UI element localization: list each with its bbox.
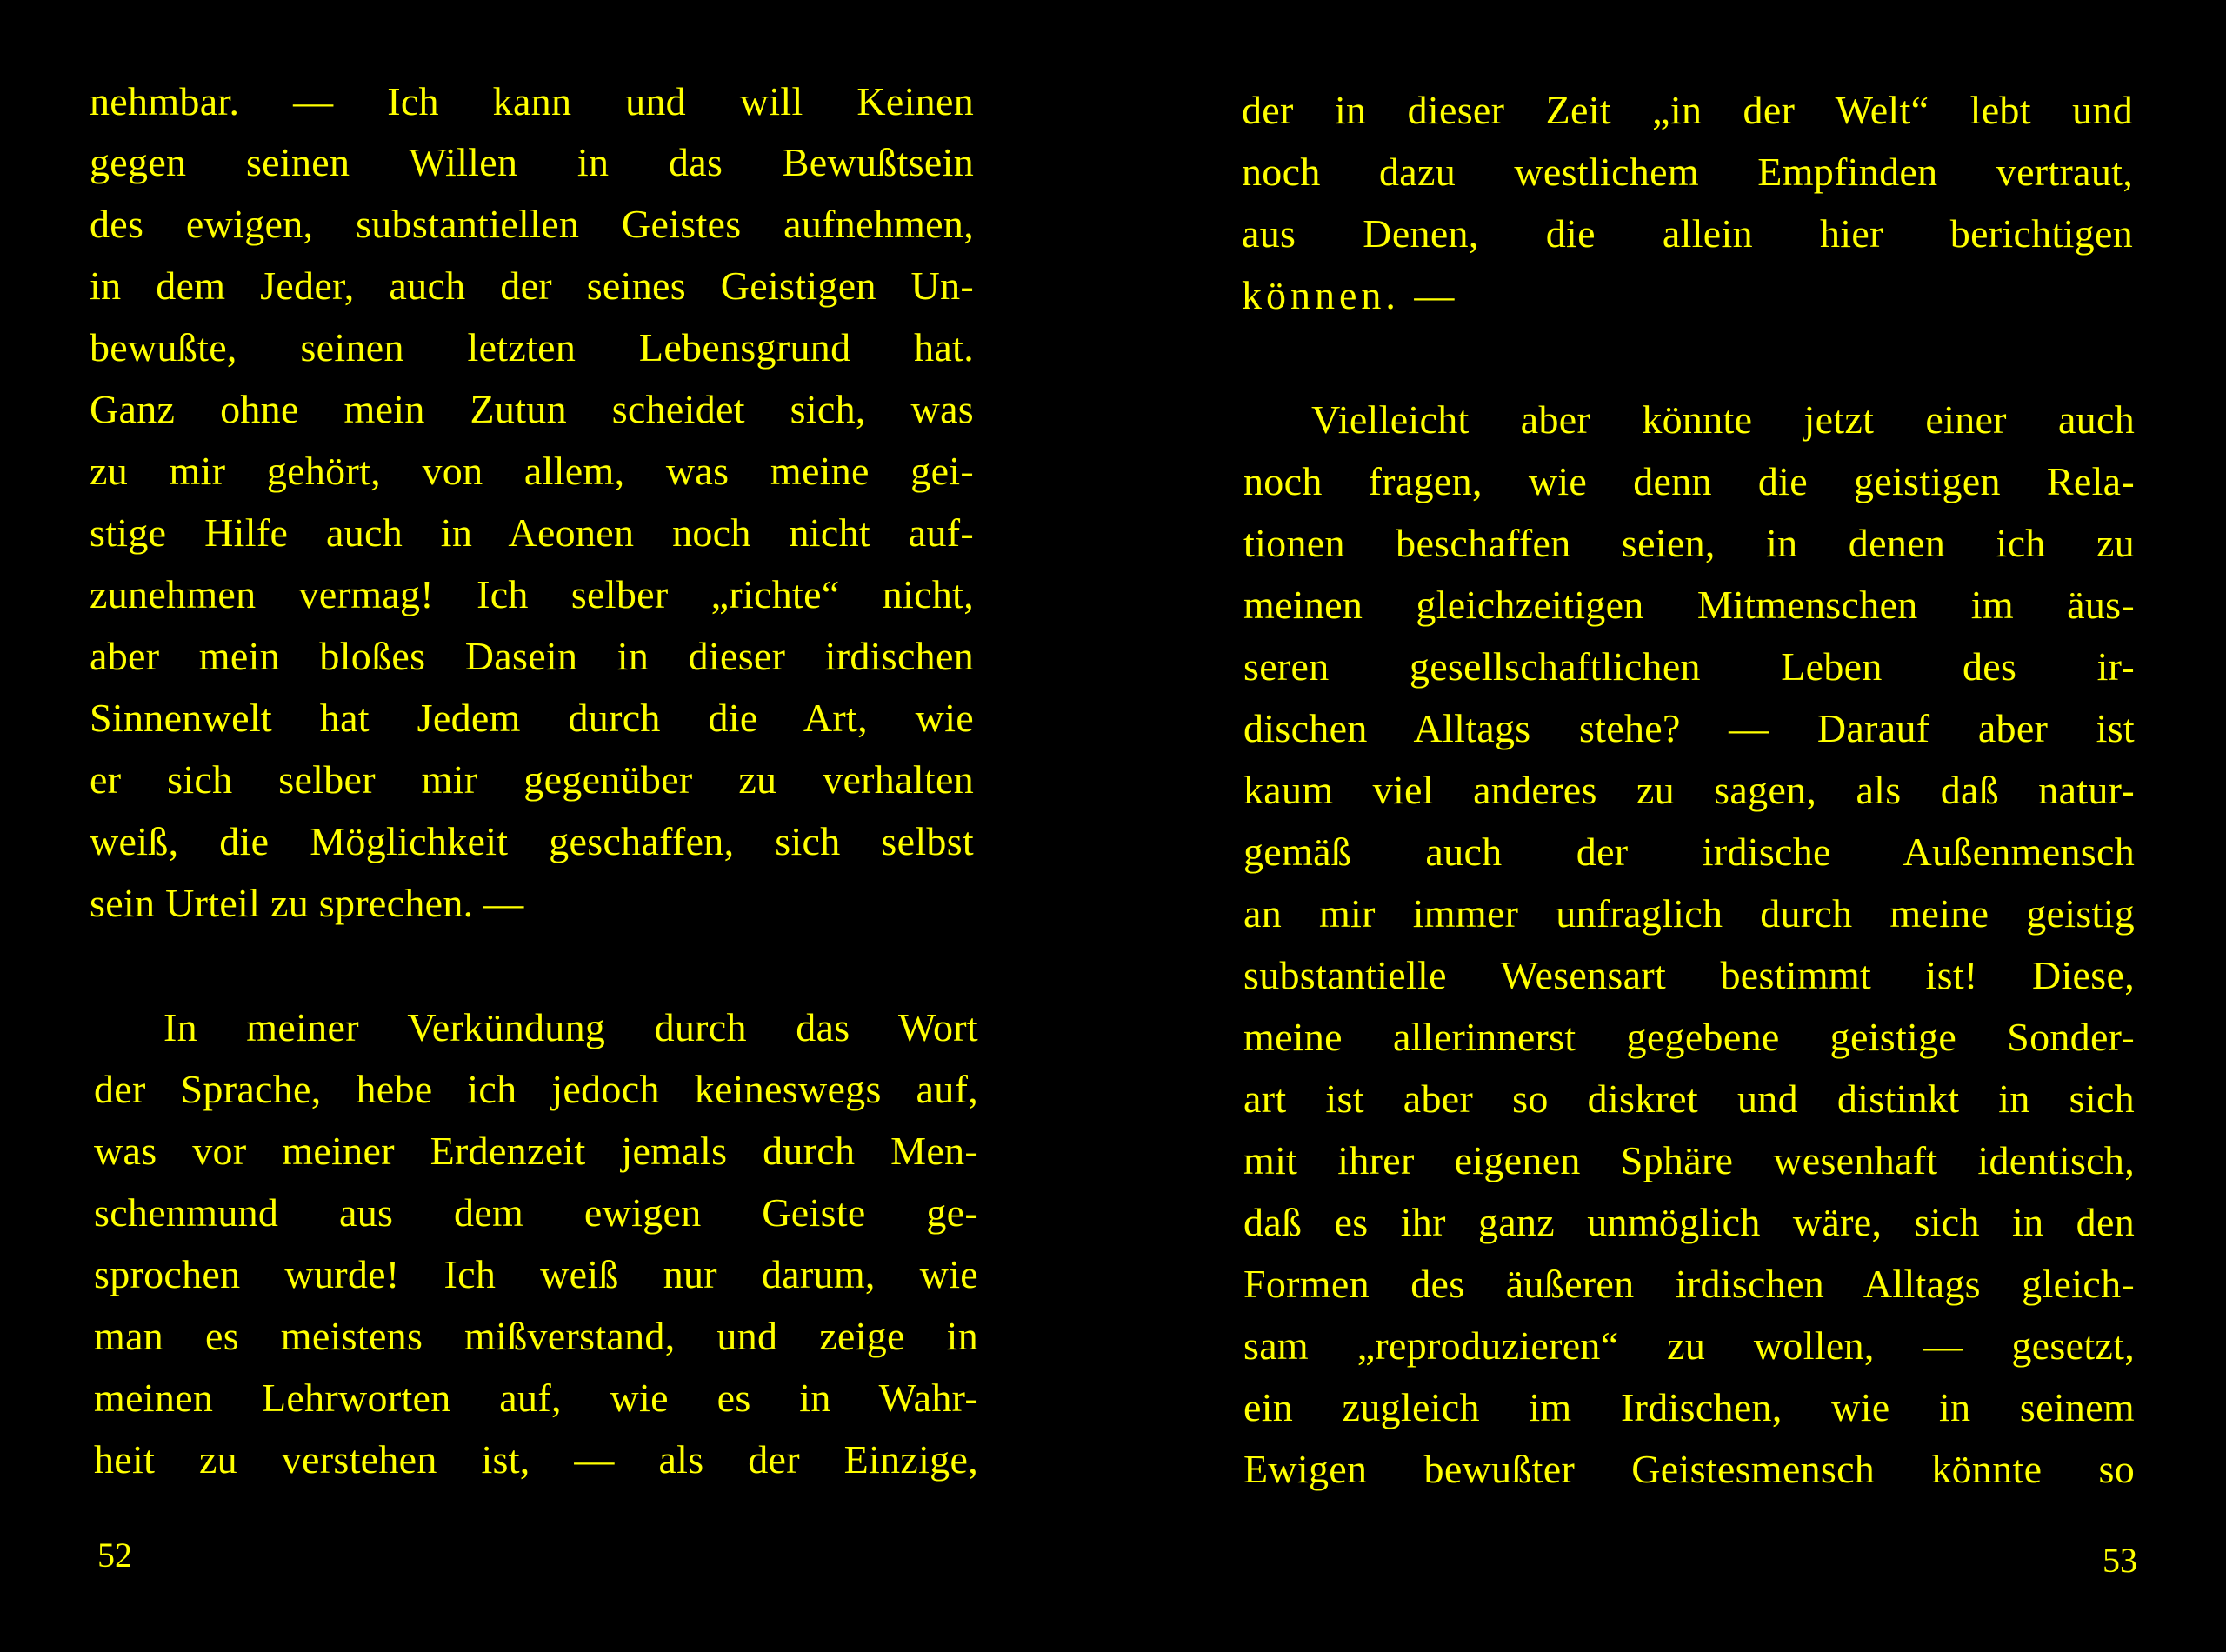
text-line: Ganz ohne mein Zutun scheidet sich, was	[90, 387, 974, 431]
text-line: weiß, die Möglichkeit geschaffen, sich selbst	[90, 819, 974, 863]
text-line: was vor meiner Erdenzeit jemals durch Men-	[94, 1129, 978, 1173]
text-line: meine allerinnerst gegebene geistige Sonder-	[1243, 1015, 2135, 1059]
text-line: substantielle Wesensart bestimmt ist! Diese,	[1243, 953, 2135, 997]
text-line: nehmbar. — Ich kann und will Keinen	[90, 79, 974, 123]
text-line: noch dazu westlichem Empfinden vertraut,	[1242, 150, 2133, 194]
text-line: zu mir gehört, von allem, was meine gei-	[90, 449, 974, 493]
text-line: aber mein bloßes Dasein in dieser irdischen	[90, 634, 974, 678]
text-line: stige Hilfe auch in Aeonen noch nicht auf-	[90, 510, 974, 555]
text-line: noch fragen, wie denn die geistigen Rela-	[1243, 459, 2135, 503]
text-line: heit zu verstehen ist, — als der Einzige,	[94, 1437, 978, 1482]
text-line: Formen des äußeren irdischen Alltags gleich-	[1243, 1262, 2135, 1306]
text-line: an mir immer unfraglich durch meine geistig	[1243, 891, 2135, 936]
text-line: Vielleicht aber könnte jetzt einer auch	[1311, 397, 2135, 442]
text-line: ein zugleich im Irdischen, wie in seinem	[1243, 1385, 2135, 1429]
text-line: in dem Jeder, auch der seines Geistigen Un-	[90, 263, 974, 308]
text-line: seren gesellschaftlichen Leben des ir-	[1243, 644, 2135, 689]
text-line: er sich selber mir gegenüber zu verhalten	[90, 757, 974, 802]
text-line: schenmund aus dem ewigen Geiste ge-	[94, 1190, 978, 1235]
text-line: sein Urteil zu sprechen. —	[90, 881, 524, 925]
page-number: 53	[2103, 1541, 2137, 1580]
text-line: kaum viel anderes zu sagen, als daß natur-	[1243, 768, 2135, 812]
text-line: aus Denen, die allein hier berichtigen	[1242, 211, 2133, 256]
text-line: mit ihrer eigenen Sphäre wesenhaft identisch,	[1243, 1138, 2135, 1182]
text-line: daß es ihr ganz unmöglich wäre, sich in den	[1243, 1200, 2135, 1244]
text-line: des ewigen, substantiellen Geistes aufnehmen,	[90, 202, 974, 246]
text-line: dischen Alltags stehe? — Darauf aber ist	[1243, 706, 2135, 750]
text-line: können. —	[1242, 273, 1459, 317]
page-number: 52	[97, 1535, 132, 1575]
text-line: art ist aber so diskret und distinkt in sich	[1243, 1076, 2135, 1121]
text-line: gemäß auch der irdische Außenmensch	[1243, 829, 2135, 874]
text-line: Sinnenwelt hat Jedem durch die Art, wie	[90, 696, 974, 740]
text-line: der Sprache, hebe ich jedoch keineswegs auf,	[94, 1067, 978, 1111]
text-line: meinen Lehrworten auf, wie es in Wahr-	[94, 1376, 978, 1420]
text-line: bewußte, seinen letzten Lebensgrund hat.	[90, 325, 974, 370]
text-line: sam „reproduzieren“ zu wollen, — gesetzt,	[1243, 1323, 2135, 1368]
text-line: gegen seinen Willen in das Bewußtsein	[90, 140, 974, 184]
text-line: sprochen wurde! Ich weiß nur darum, wie	[94, 1252, 978, 1296]
text-line: In meiner Verkündung durch das Wort	[163, 1005, 978, 1049]
text-line: man es meistens mißverstand, und zeige in	[94, 1314, 978, 1358]
text-line: Ewigen bewußter Geistesmensch könnte so	[1243, 1447, 2135, 1491]
text-line: meinen gleichzeitigen Mitmenschen im äus-	[1243, 583, 2135, 627]
text-line: tionen beschaffen seien, in denen ich zu	[1243, 521, 2135, 565]
text-line: zunehmen vermag! Ich selber „richte“ nicht,	[90, 572, 974, 616]
text-line: der in dieser Zeit „in der Welt“ lebt und	[1242, 88, 2133, 132]
right-page	[1113, 0, 2226, 1652]
